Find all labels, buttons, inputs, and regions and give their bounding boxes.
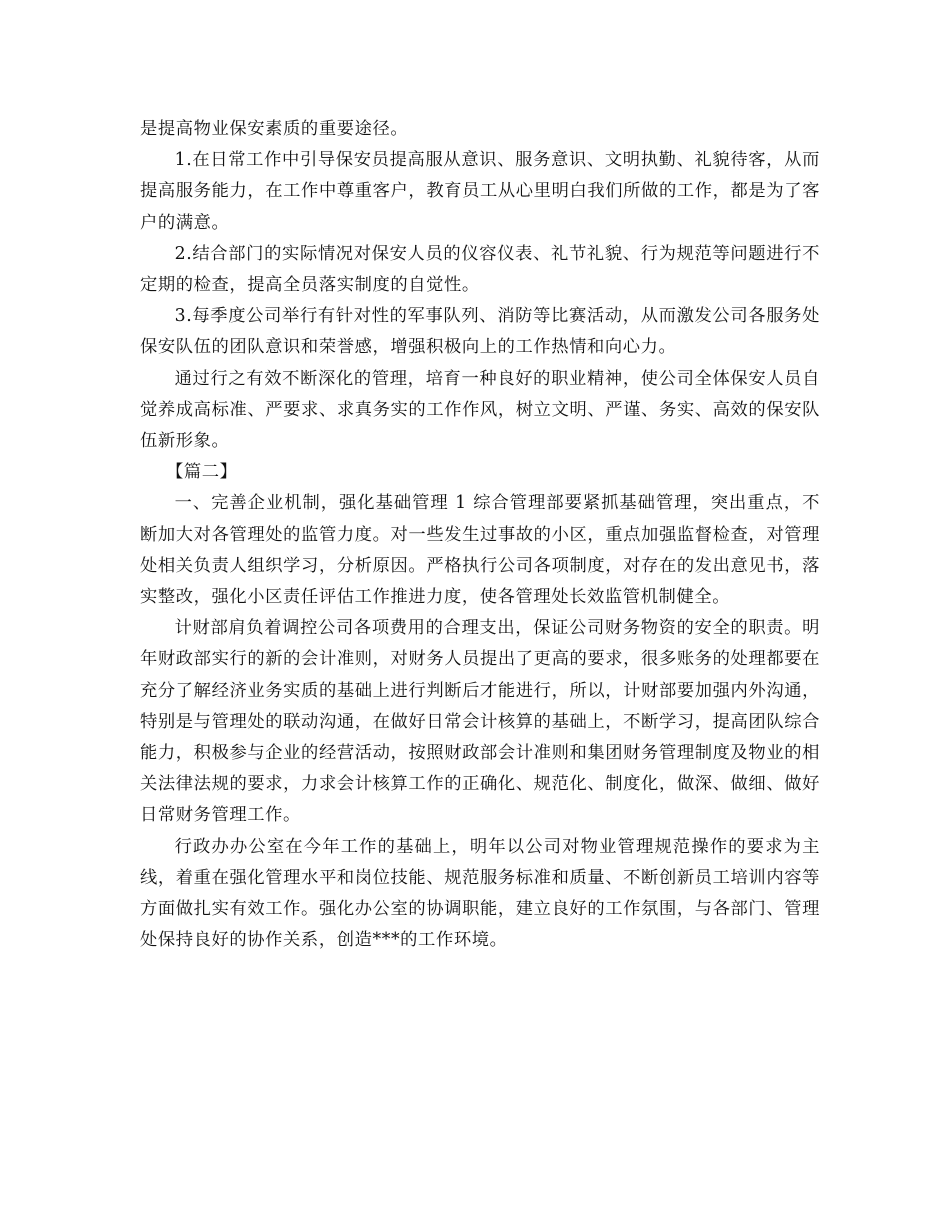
paragraph-summary: 通过行之有效不断深化的管理，培育一种良好的职业精神，使公司全体保安人员自觉养成高标准、严要求、求真务实的工作作风，树立文明、严谨、务实、高效的保安队伍新形象。 <box>140 368 820 452</box>
document-body <box>140 114 820 956</box>
section-heading: 【篇二】 <box>165 462 238 483</box>
paragraph-section-one: 一、完善企业机制，强化基础管理 1 综合管理部要紧抓基础管理，突出重点，不断加大对各管理处的监管力度。对一些发生过事故的小区，重点加强监督检查，对管理处相关负责人组织学习，分析原因。严格执行公司各项制度，对存在的发出意见书，落实整改，强化小区责任评估工作推进力度，使各管理处长效监管机制健全。 <box>140 493 820 608</box>
paragraph-item-3: 3.每季度公司举行有针对性的军事队列、消防等比赛活动，从而激发公司各服务处保安队伍的团队意识和荣誉感，增强积极向上的工作热情和向心力。 <box>140 306 820 358</box>
paragraph-item-2: 2.结合部门的实际情况对保安人员的仪容仪表、礼节礼貌、行为规范等问题进行不定期的检查，提高全员落实制度的自觉性。 <box>140 243 820 296</box>
paragraph-admin-office: 行政办办公室在今年工作的基础上，明年以公司对物业管理规范操作的要求为主线，着重在强化管理水平和岗位技能、规范服务标准和质量、不断创新员工培训内容等方面做扎实有效工作。强化办公室的协调职能，建立良好的工作氛围，与各部门、管理处保持良好的协作关系，创造***的工作环境。 <box>140 836 820 951</box>
paragraph-item-1: 1.在日常工作中引导保安员提高服从意识、服务意识、文明执勤、礼貌待客，从而提高服务能力，在工作中尊重客户，教育员工从心里明白我们所做的工作，都是为了客户的满意。 <box>140 150 820 233</box>
paragraph-finance: 计财部肩负着调控公司各项费用的合理支出，保证公司财务物资的安全的职责。明年财政部实行的新的会计准则，对财务人员提出了更高的要求，很多账务的处理都要在充分了解经济业务实质的基础上进行判断后才能进行，所以，计财部要加强内外沟通，特别是与管理处的联动沟通，在做好日常会计核算的基础上，不断学习，提高团队综合能力，积极参与企业的经营活动，按照财政部会计准则和集团财务管理制度及物业的相关法律法规的要求，力求会计核算工作的正确化、规范化、制度化，做深、做细、做好日常财务管理工作。 <box>140 618 820 826</box>
paragraph-continuation: 是提高物业保安素质的重要途径。 <box>140 119 409 139</box>
